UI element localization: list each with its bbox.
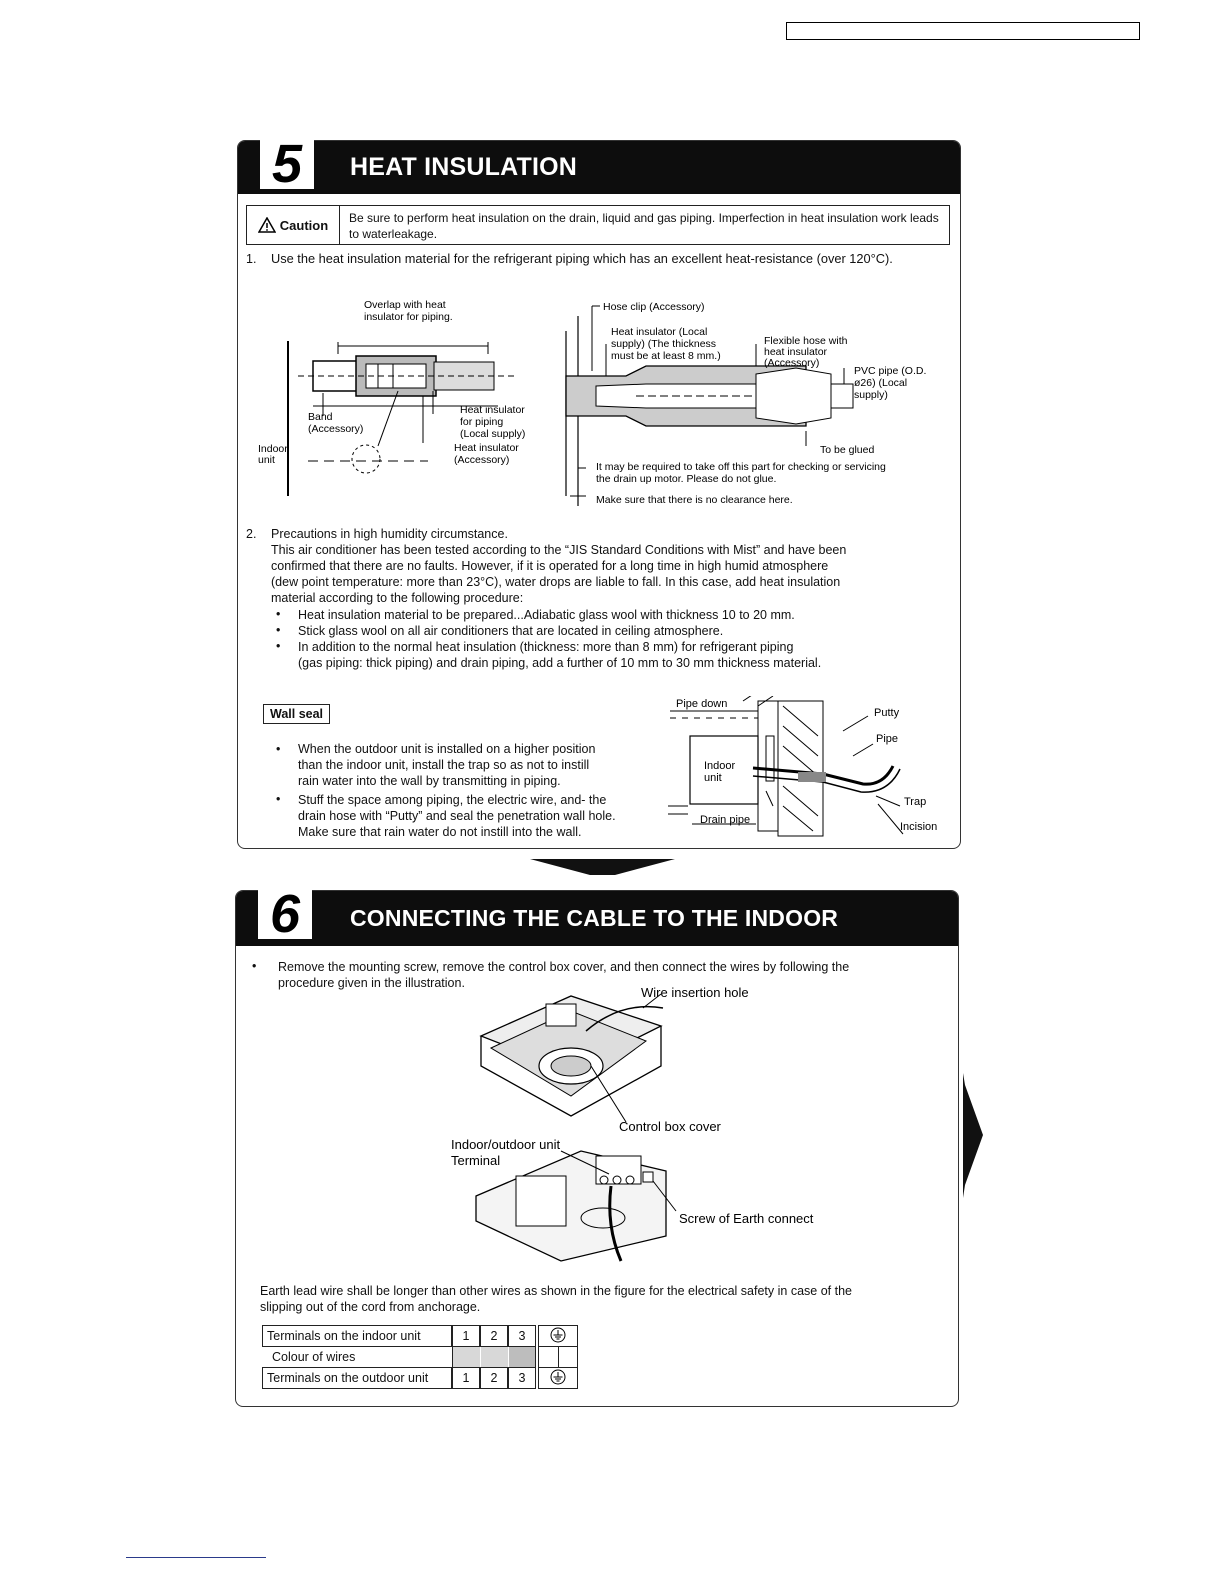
svg-text:must be at least 8 mm.): must be at least 8 mm.) [611, 350, 721, 362]
svg-text:heat insulator: heat insulator [764, 346, 828, 358]
svg-text:ø26) (Local: ø26) (Local [854, 377, 908, 389]
svg-text:unit: unit [258, 454, 275, 466]
item2-number: 2. [246, 527, 257, 541]
hose-clip-label: Hose clip (Accessory) [603, 301, 705, 313]
putty-label: Putty [874, 707, 900, 719]
svg-text:Heat insulator: Heat insulator [460, 404, 525, 416]
pipe-label: Pipe [876, 733, 899, 745]
item1-text: Use the heat insulation material for the refrigerant piping which has an excellent heat-resistance (over 120°C). [271, 251, 893, 266]
svg-text:(Accessory): (Accessory) [764, 357, 820, 369]
section-number: 6 [258, 889, 312, 939]
svg-text:Indoor: Indoor [704, 760, 736, 772]
svg-text:insulator for piping.: insulator for piping. [364, 311, 453, 323]
terminal-label [451, 1137, 561, 1168]
section-title: CONNECTING THE CABLE TO THE INDOOR [350, 905, 839, 931]
svg-text:PVC pipe (O.D.: PVC pipe (O.D. [854, 365, 927, 377]
drain-hose-figure [556, 296, 951, 511]
section-number: 5 [260, 139, 314, 189]
warning-icon [258, 217, 276, 233]
control-box-cover-label: Control box cover [619, 1119, 721, 1134]
earth-icon [538, 1367, 578, 1389]
trap-label: Trap [904, 796, 927, 808]
down-arrow-icon [530, 857, 675, 877]
svg-text:Overlap with heat: Overlap with heat [364, 299, 446, 311]
wall-seal-label: Wall seal [263, 704, 330, 724]
drain-pipe-label: Drain pipe [700, 814, 751, 826]
wall-seal-figure [648, 696, 948, 841]
overlap-label [364, 299, 453, 323]
header-box [786, 22, 1140, 40]
list-item: Heat insulation material to be prepared...Adiabatic glass wool with thickness 10 to 20 mm. [298, 608, 795, 622]
footer-rule [126, 1557, 266, 1558]
caution-box [246, 205, 950, 245]
section-title: HEAT INSULATION [350, 153, 578, 181]
svg-text:Band: Band [308, 411, 333, 423]
svg-text:supply): supply) [854, 389, 888, 401]
section-header [238, 134, 960, 194]
svg-text:the drain up motor. Please do: the drain up motor. Please do not glue. [596, 473, 777, 485]
svg-text:Indoor: Indoor [258, 443, 288, 455]
svg-text:Flexible hose with: Flexible hose with [764, 335, 848, 347]
heat-insulator-piping-label [460, 404, 525, 440]
incision-label: Incision [900, 821, 938, 833]
table-row: Colour of wires [262, 1347, 578, 1367]
svg-text:(Accessory): (Accessory) [308, 423, 364, 435]
table-row: Terminals on the outdoor unit 1 2 3 [262, 1367, 578, 1389]
flexible-hose-label [764, 335, 848, 369]
pipe-insulation-figure [248, 296, 548, 496]
list-item: (gas piping: thick piping) and drain piping, add a further of 10 mm to 30 mm thickness material. [298, 656, 822, 670]
list-item: Stick glass wool on all air conditioners that are located in ceiling atmosphere. [298, 624, 724, 638]
caution-label: Caution [247, 206, 340, 244]
pvc-pipe-label [854, 365, 926, 401]
earth-screw-label: Screw of Earth connect [679, 1211, 814, 1226]
page-edge-tab-icon [963, 1073, 985, 1198]
svg-text:for piping: for piping [460, 416, 504, 428]
item1-number: 1. [246, 252, 257, 266]
svg-text:supply) (The thickness: supply) (The thickness [611, 338, 717, 350]
svg-text:unit: unit [704, 772, 722, 784]
earth-icon [538, 1325, 578, 1347]
take-off-note [596, 461, 886, 485]
section-header [236, 884, 958, 946]
svg-text:Indoor/outdoor unit: Indoor/outdoor unit [451, 1137, 561, 1152]
svg-text:(Accessory): (Accessory) [454, 454, 510, 466]
svg-text:Terminal: Terminal [451, 1153, 501, 1168]
to-be-glued-label: To be glued [820, 444, 875, 456]
section-connecting-cable: 6 CONNECTING THE CABLE TO THE INDOOR • Remove the mounting screw, remove the control box cover, and then connect the wires by following the procedure given in the illustration. Wire insertion hole Control box cover Indoor/outdoor unit Terminal Screw of Earth connect Earth lead wire shall be longer than other wires as shown in the figure for the electrical safety in case of the slipping out of the cord from anchorage. Terminals on the indoor unit 1 2 3 Colour of wires Terminals on the outdoor unit 1 2 3 [235, 890, 959, 1407]
caution-text: Be sure to perform heat insulation on the drain, liquid and gas piping. Imperfection in heat insulation work leads to waterleakage. [349, 211, 939, 241]
indoor-unit-label [258, 443, 288, 466]
svg-text:Heat insulator: Heat insulator [454, 442, 519, 454]
list-item: In addition to the normal heat insulation (thickness: more than 8 mm) for refrigerant piping [298, 640, 794, 654]
svg-text:(Local supply): (Local supply) [460, 428, 526, 440]
svg-text:Heat insulator (Local: Heat insulator (Local [611, 326, 708, 338]
clearance-note: Make sure that there is no clearance here. [596, 494, 793, 506]
section-heat-insulation: 5 HEAT INSULATION Caution Be sure to perform heat insulation on the drain, liquid and gas piping. Imperfection in heat insulation work leads to waterleakage. 1. Use the heat insulation material for the refrigerant piping which has an excellent heat-resistance (over 120°C). Overlap with heat insulator for piping. Band (Accessory) Indoor unit Heat insulator for piping (Local supply) Heat insulator (Accessory) Hose clip (Accessory) Heat insulator (Local supply) (The thickness must be at least 8 mm.) Flexible hose with heat insulator (Accessory) PVC pipe (O.D. ø26) (Local supply) To be glued It may be required to take off this part for checking or servicing the drain up motor. Please do not glue. Make sure that there is no clearance here. 2. Precautions in high humidity circumstance. This air conditioner has been tested according to the “JIS Standard Conditions with Mist” and have been confirmed that there are no faults. However, if it is operated for a long time in high humid atmosphere (dew point temperature: more than 23°C), water drops are liable to fall. In this case, add heat insulation material according to the following procedure: • Heat insulation material to be prepared...Adiabatic glass wool with thickness 10 to 20 mm. • Stick glass wool on all air conditioners that are located in ceiling atmosphere. • In addition to the normal heat insulation (thickness: more than 8 mm) for refrigerant piping (gas piping: thick piping) and drain piping, add a further of 10 mm to 30 mm thickness material. Wall seal • When the outdoor unit is installed on a higher position than the indoor unit, install the trap so as not to instill rain water into the wall by transmitting in piping. • Stuff the space among piping, the electric wire, and- the drain hose with “Putty” and seal the penetration wall hole. Make sure that rain water do not instill into the wall. Pipe down Putty Pipe Indoor unit Trap Drain pipe Incision [237, 140, 961, 849]
svg-text:It may be required to take off: It may be required to take off this part for checking or servicing [596, 461, 886, 473]
band-label [308, 411, 363, 435]
wire-table [262, 1325, 578, 1389]
heat-insulator-local-label [611, 326, 721, 362]
pipe-down-label: Pipe down [676, 698, 728, 710]
table-row: Terminals on the indoor unit 1 2 3 [262, 1325, 578, 1347]
wiring-figure [431, 986, 851, 1276]
heat-insulator-accessory-label [454, 442, 519, 466]
wire-insertion-hole-label: Wire insertion hole [641, 986, 749, 1000]
